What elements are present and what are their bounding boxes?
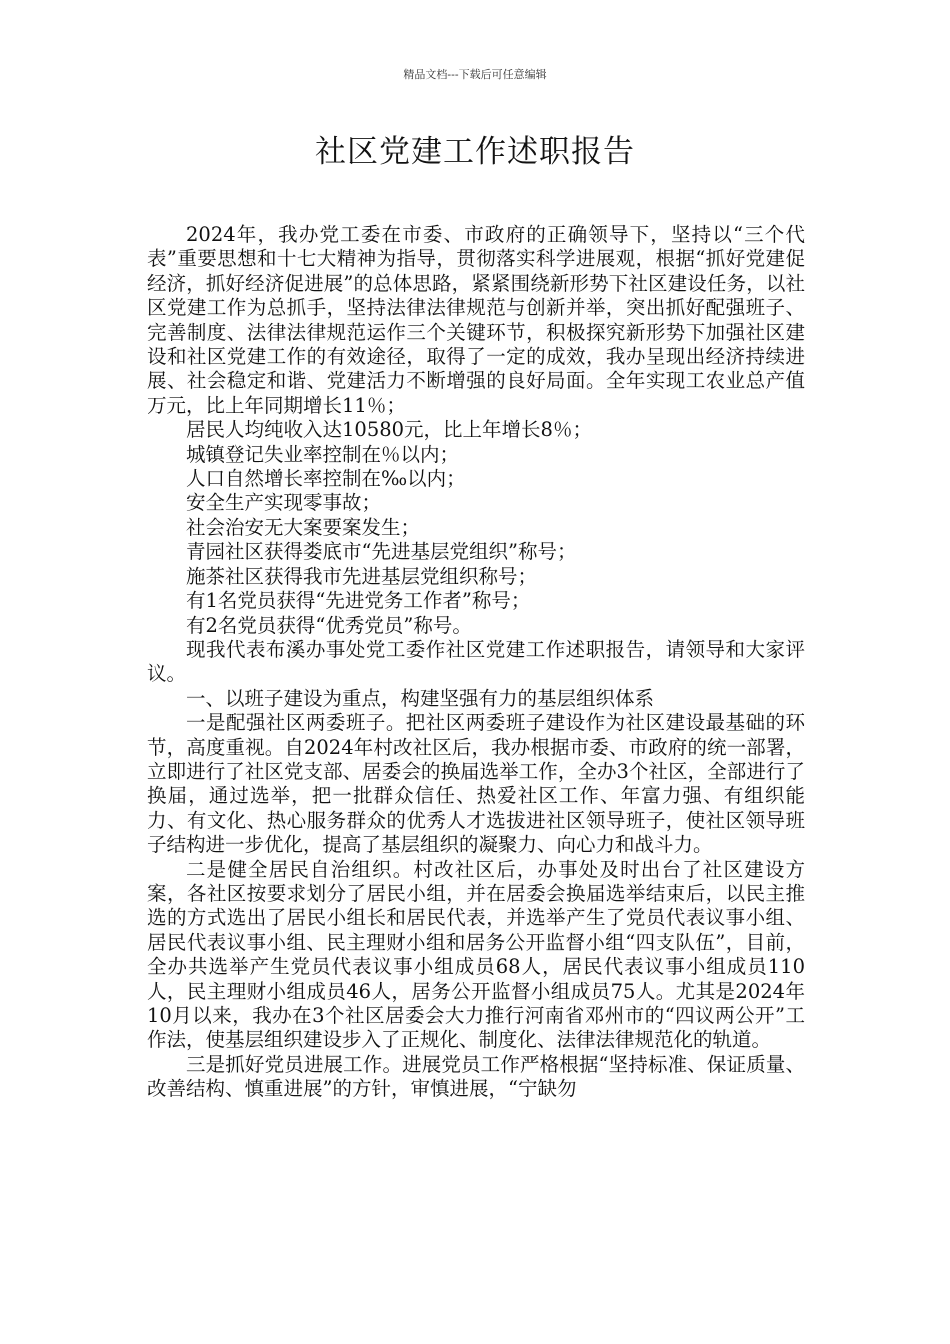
page-header: 精品文档---下载后可任意编辑 bbox=[403, 68, 547, 81]
document-body bbox=[147, 223, 805, 1102]
section-heading: 一、以班子建设为重点，构建坚强有力的基层组织体系 bbox=[186, 686, 655, 710]
paragraph-resident-autonomy: 二是健全居民自治组织。村改社区后，办事处及时出台了社区建设方案，各社区按要求划分了居民小组，并在居委会换届选举结束后，以民主推选的方式选出了居民小组长和居民代表，并选举产生了党员代表议事小组、居民代表议事小组、民主理财小组和居务公开监督小组“四支队伍”，目前，全办共选举产生党员代表议事小组成员68人，居民代表议事小组成员110人，民主理财小组成员46人，居务公开监督小组成员75人。尤其是2024年10月以来，我办在3个社区居委会大力推行河南省邓州市的“四议两公开”工作法，使基层组织建设步入了正规化、制度化、法律法律规范化的轨道。 bbox=[147, 857, 805, 1052]
list-item: 施茶社区获得我市先进基层党组织称号； bbox=[186, 564, 538, 588]
list-item: 安全生产实现零事故； bbox=[186, 491, 382, 515]
intro-paragraph: 2024年，我办党工委在市委、市政府的正确领导下，坚持以“三个代表”重要思想和十七大精神为指导，贯彻落实科学进展观，根据“抓好党建促经济，抓好经济促进展”的总体思路，紧紧围绕新形势下社区建设任务，以社区党建工作为总抓手，坚持法律法律规范与创新并举，突出抓好配强班子、完善制度、法律法律规范运作三个关键环节，积极探究新形势下加强社区建设和社区党建工作的有效途径，取得了一定的成效，我办呈现出经济持续进展、社会稳定和谐、党建活力不断增强的良好局面。全年实现工农业总产值万元，比上年同期增长11％； bbox=[147, 223, 805, 417]
list-item: 青园社区获得娄底市“先进基层党组织”称号； bbox=[186, 540, 577, 564]
page-title: 社区党建工作述职报告 bbox=[315, 134, 635, 170]
list-item: 城镇登记失业率控制在％以内； bbox=[186, 442, 460, 466]
paragraph-team-building: 一是配强社区两委班子。把社区两委班子建设作为社区建设最基础的环节，高度重视。自2024年村改社区后，我办根据市委、市政府的统一部署，立即进行了社区党支部、居委会的换届选举工作，全办3个社区，全部进行了换届，通过选举，把一批群众信任、热爱社区工作、年富力强、有组织能力、有文化、热心服务群众的优秀人才选拔进社区领导班子，使社区领导班子结构进一步优化，提高了基层组织的凝聚力、向心力和战斗力。 bbox=[147, 711, 805, 857]
report-intro-paragraph: 现我代表布溪办事处党工委作社区党建工作述职报告，请领导和大家评议。 bbox=[147, 637, 805, 686]
paragraph-member-development: 三是抓好党员进展工作。进展党员工作严格根据“坚持标准、保证质量、改善结构、慎重进展”的方针，审慎进展，“宁缺勿 bbox=[147, 1052, 805, 1101]
list-item: 人口自然增长率控制在‰以内； bbox=[186, 467, 466, 491]
list-item: 居民人均纯收入达10580元，比上年增长8％； bbox=[186, 418, 592, 442]
list-item: 有2名党员获得“优秀党员”称号。 bbox=[186, 613, 472, 637]
list-item: 社会治安无大案要案发生； bbox=[186, 515, 421, 539]
list-item: 有1名党员获得“先进党务工作者”称号； bbox=[186, 589, 531, 613]
